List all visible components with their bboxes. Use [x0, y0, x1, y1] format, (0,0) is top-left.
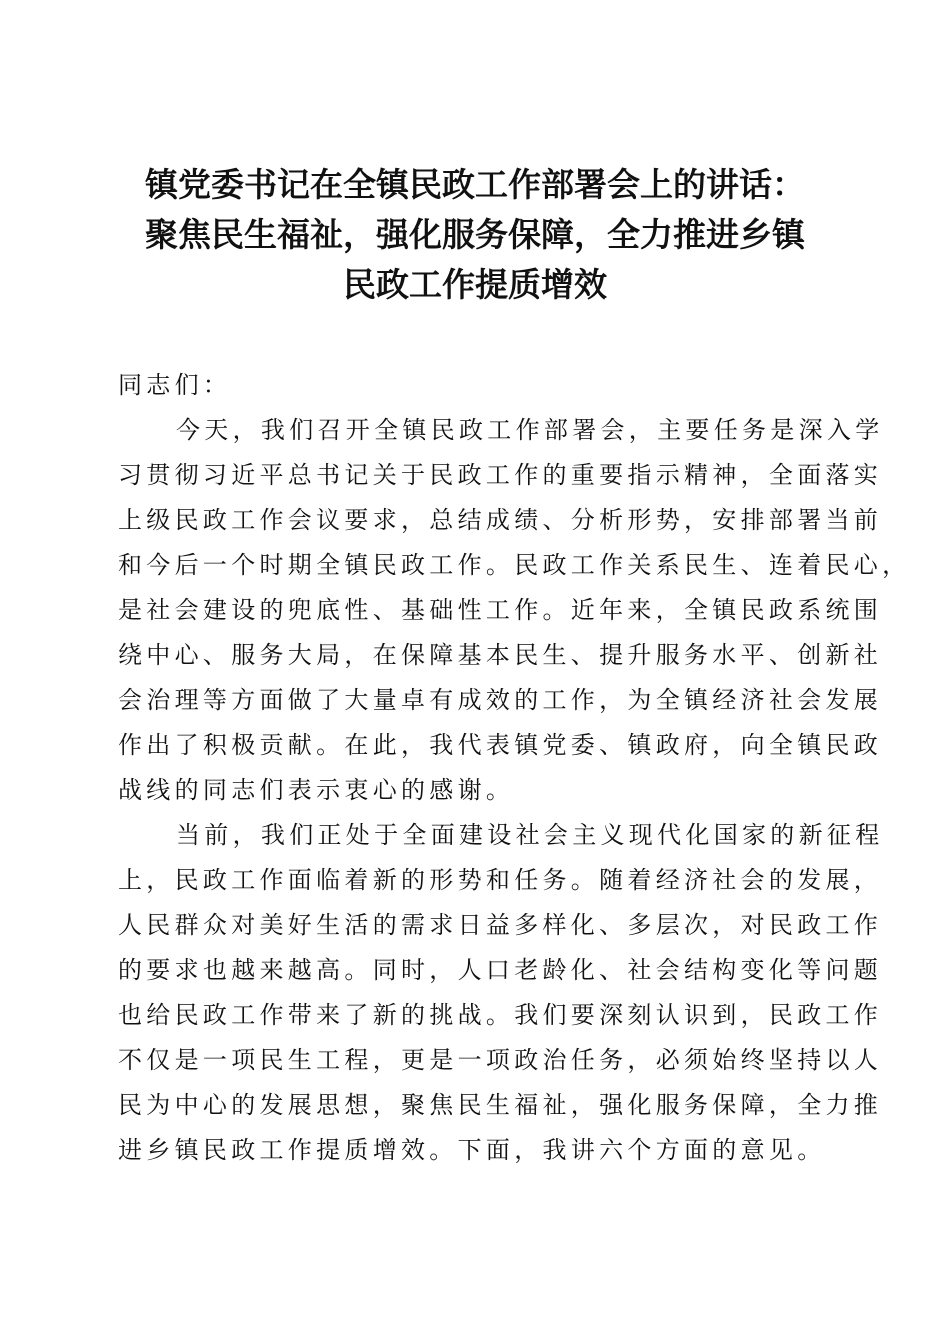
- paragraph-line: 战线的同志们表示衷心的感谢。: [118, 776, 515, 804]
- paragraph-line: 绕中心、服务大局，在保障基本民生、提升服务水平、创新社: [118, 641, 883, 669]
- paragraph-line: 民为中心的发展思想，聚焦民生福祉，强化服务保障，全力推: [118, 1091, 883, 1119]
- paragraph-1: [118, 408, 911, 813]
- paragraph-line: 作出了积极贡献。在此，我代表镇党委、镇政府，向全镇民政: [118, 731, 883, 759]
- paragraph-line: 习贯彻习近平总书记关于民政工作的重要指示精神，全面落实: [118, 461, 883, 489]
- title-line-2: 聚焦民生福祉，强化服务保障，全力推进乡镇: [145, 215, 805, 254]
- paragraph-line: 今天，我们召开全镇民政工作部署会，主要任务是深入学: [176, 416, 884, 444]
- paragraph-line: 不仅是一项民生工程，更是一项政治任务，必须始终坚持以人: [118, 1046, 883, 1074]
- paragraph-line: 的要求也越来越高。同时，人口老龄化、社会结构变化等问题: [118, 956, 883, 984]
- document-body: [118, 363, 911, 1173]
- paragraph-line: 也给民政工作带来了新的挑战。我们要深刻认识到，民政工作: [118, 1001, 883, 1029]
- paragraph-line: 人民群众对美好生活的需求日益多样化、多层次，对民政工作: [118, 911, 883, 939]
- paragraph-line: 当前，我们正处于全面建设社会主义现代化国家的新征程: [176, 821, 884, 849]
- title-line-1: 镇党委书记在全镇民政工作部署会上的讲话：: [145, 165, 805, 204]
- paragraph-line: 是社会建设的兜底性、基础性工作。近年来，全镇民政系统围: [118, 596, 883, 624]
- paragraph-2: [118, 813, 884, 1173]
- paragraph-line: 会治理等方面做了大量卓有成效的工作，为全镇经济社会发展: [118, 686, 883, 714]
- title-line-3: 民政工作提质增效: [343, 265, 607, 304]
- paragraph-line: 上级民政工作会议要求，总结成绩、分析形势，安排部署当前: [118, 506, 883, 534]
- salutation: 同志们：: [118, 371, 232, 399]
- paragraph-line: 进乡镇民政工作提质增效。下面，我讲六个方面的意见。: [118, 1136, 826, 1164]
- document-title: [100, 160, 850, 310]
- paragraph-line: 和今后一个时期全镇民政工作。民政工作关系民生、连着民心，: [118, 551, 911, 579]
- paragraph-line: 上，民政工作面临着新的形势和任务。随着经济社会的发展，: [118, 866, 883, 894]
